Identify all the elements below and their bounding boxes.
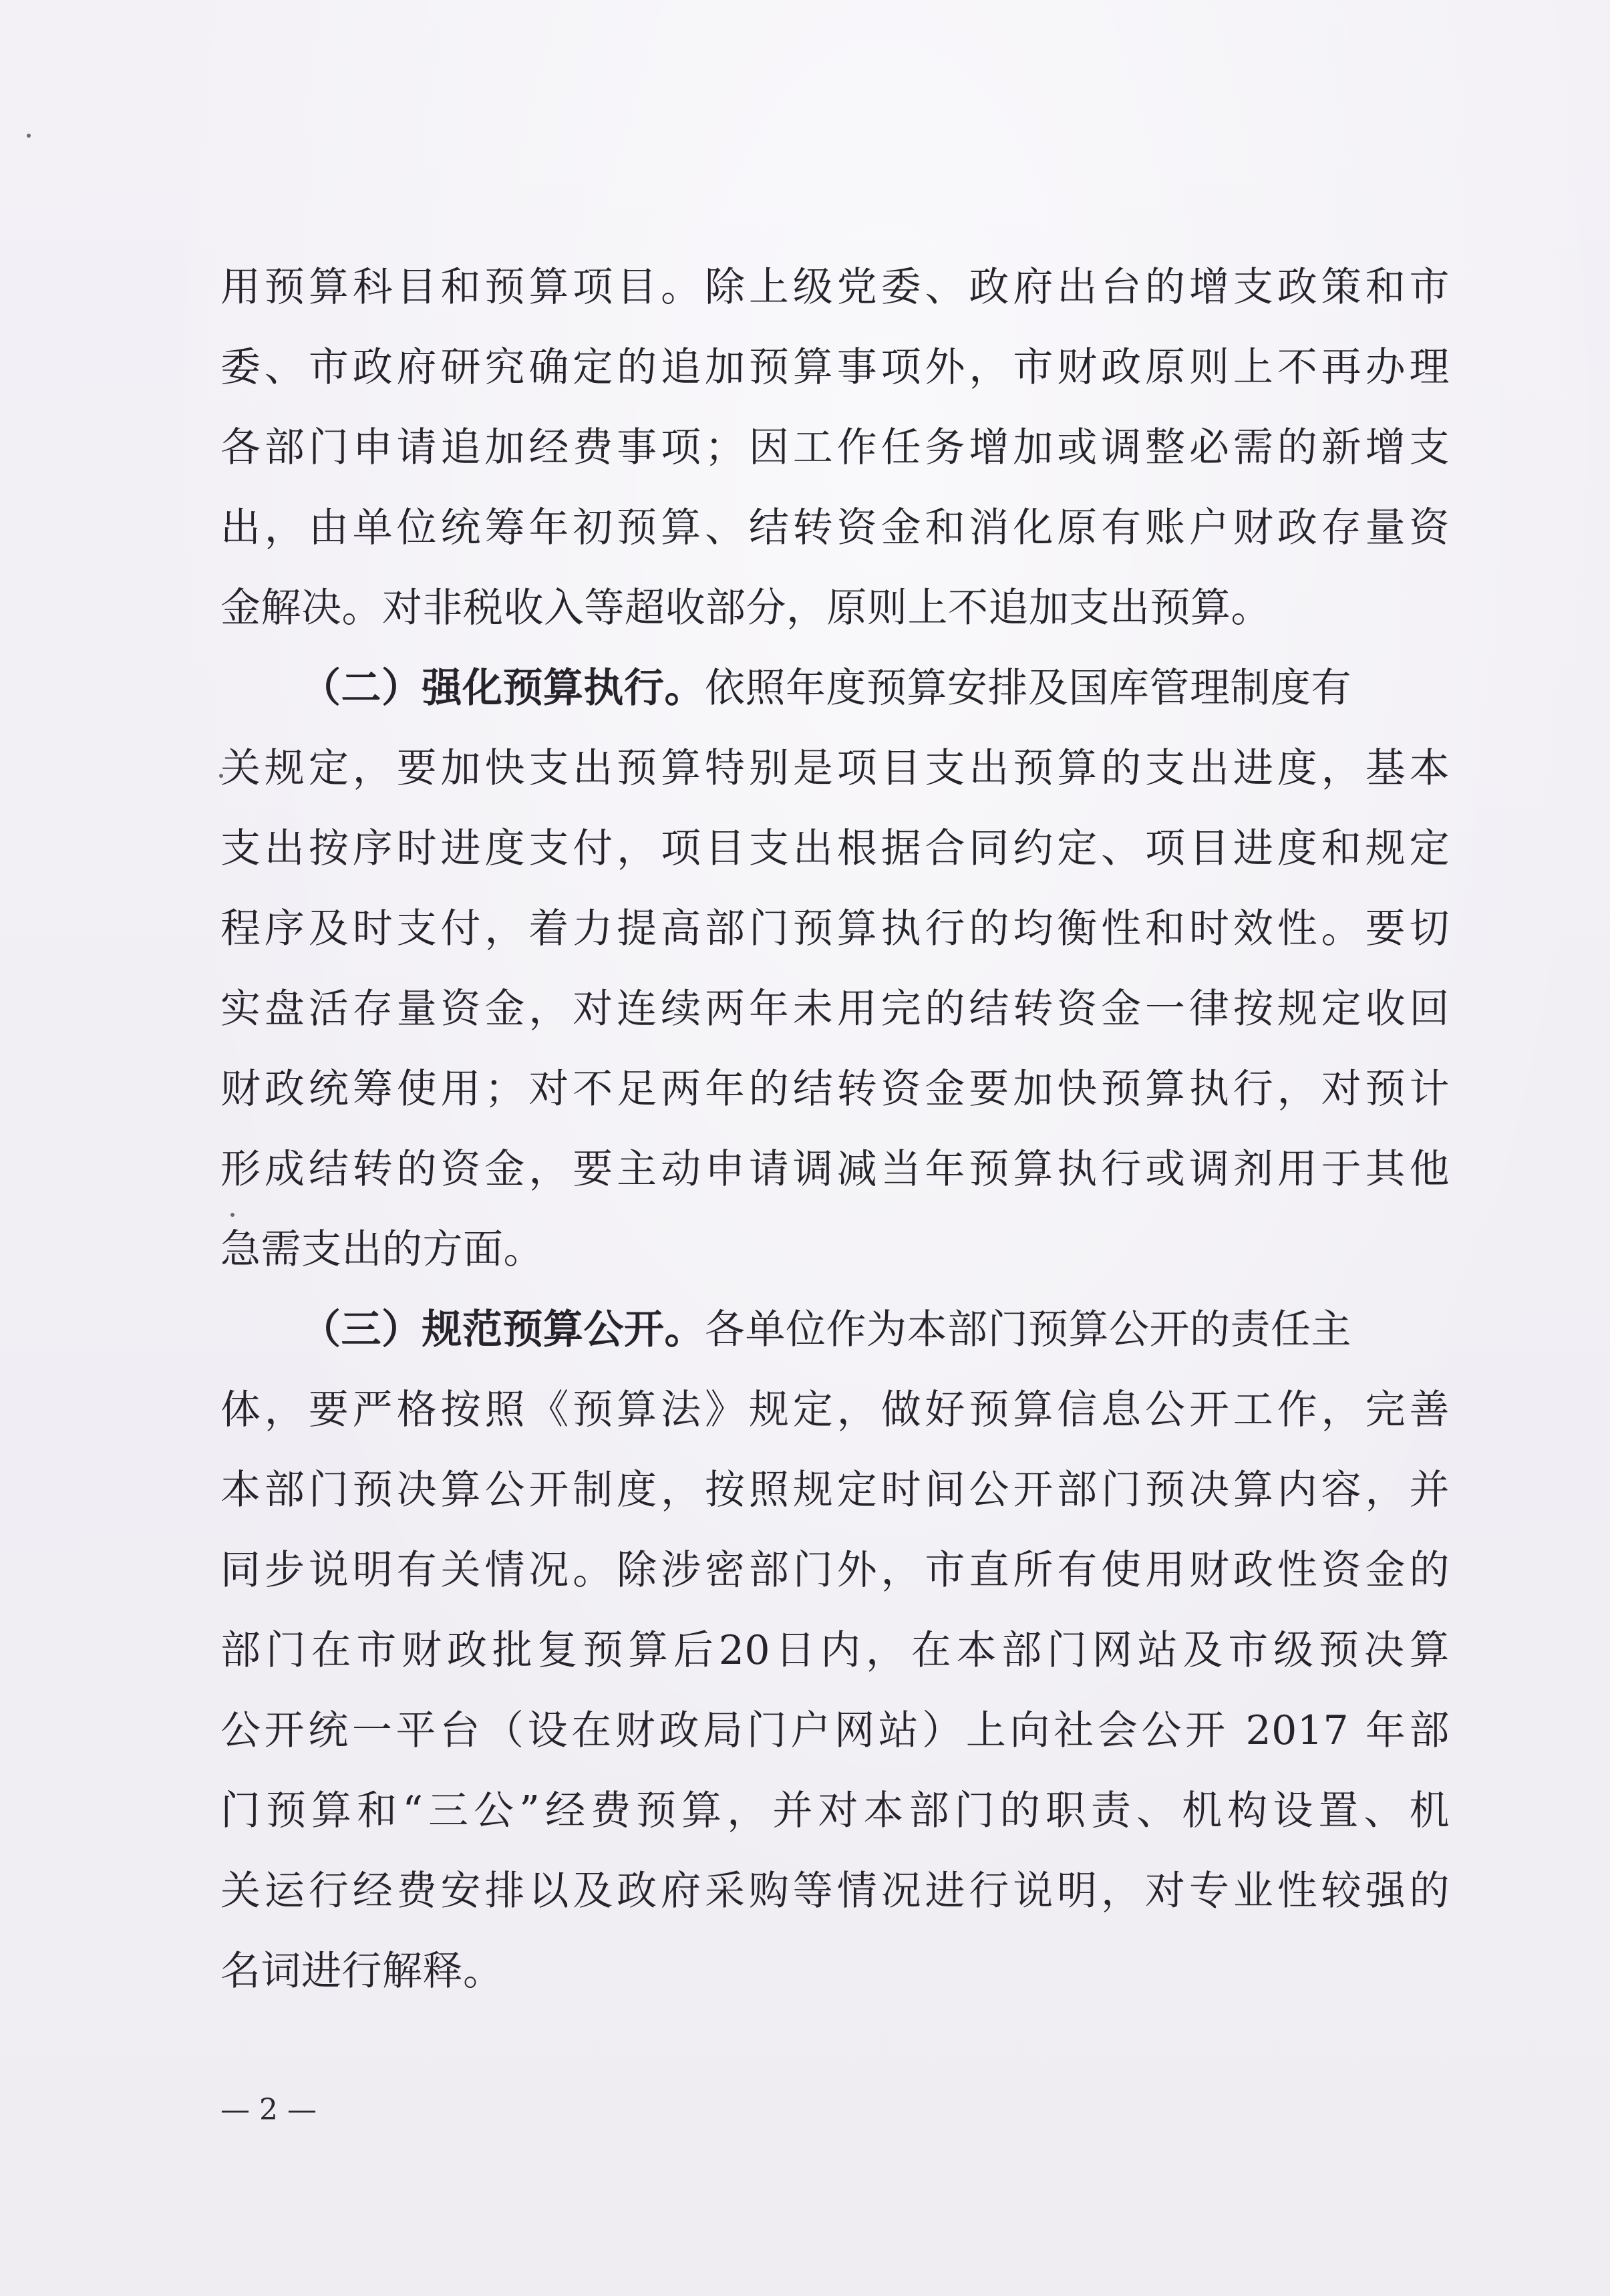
text-line: 公开统一平台（设在财政局门户网站）上向社会公开 2017 年部 (220, 1707, 1450, 1754)
text-line: 委、市政府研究确定的追加预算事项外，市财政原则上不再办理 (220, 344, 1450, 391)
section-strengthen-execution (220, 648, 1450, 1290)
paragraph-continuation (220, 247, 1450, 648)
text-line: 关规定，要加快支出预算特别是项目支出预算的支出进度，基本 (220, 745, 1450, 792)
text-line: 各部门申请追加经费事项；因工作任务增加或调整必需的新增支 (220, 424, 1450, 471)
section-first-line (220, 1290, 1450, 1370)
text-line: 财政统筹使用；对不足两年的结转资金要加快预算执行，对预计 (220, 1066, 1450, 1113)
text-line: 体，要严格按照《预算法》规定，做好预算信息公开工作，完善 (220, 1387, 1450, 1433)
text-line: 同步说明有关情况。除涉密部门外，市直所有使用财政性资金的 (220, 1547, 1450, 1594)
text-line: 关运行经费安排以及政府采购等情况进行说明，对专业性较强的 (220, 1868, 1450, 1914)
text-line: 形成结转的资金，要主动申请调减当年预算执行或调剂用于其他 (220, 1146, 1450, 1193)
text-line: 门预算和“三公”经费预算，并对本部门的职责、机构设置、机 (220, 1787, 1450, 1834)
text-line: 实盘活存量资金，对连续两年未用完的结转资金一律按规定收回 (220, 986, 1450, 1032)
text-line: 部门在市财政批复预算后20日内，在本部门网站及市级预决算 (220, 1627, 1450, 1674)
section-heading: （二）强化预算执行。 (301, 665, 705, 712)
text-line: 本部门预决算公开制度，按照规定时间公开部门预决算内容，并 (220, 1467, 1450, 1514)
scan-speck (27, 134, 31, 138)
text-line: 程序及时支付，着力提高部门预算执行的均衡性和时效性。要切 (220, 905, 1450, 952)
text-line: 急需支出的方面。 (220, 1226, 544, 1273)
text-line: 用预算科目和预算项目。除上级党委、政府出台的增支政策和市 (220, 264, 1450, 311)
section-heading: （三）规范预算公开。 (301, 1306, 705, 1353)
section-text: 依照年度预算安排及国库管理制度有 (705, 665, 1351, 712)
section-first-line (220, 648, 1450, 728)
text-line: 金解决。对非税收入等超收部分，原则上不追加支出预算。 (220, 585, 1271, 631)
text-line: 支出按序时进度支付，项目支出根据合同约定、项目进度和规定 (220, 825, 1450, 872)
section-text: 各单位作为本部门预算公开的责任主 (705, 1306, 1351, 1353)
page-number: — 2 — (220, 2093, 317, 2127)
document-body (220, 247, 1450, 2011)
text-line: 名词进行解释。 (220, 1948, 504, 1995)
section-standardize-disclosure (220, 1290, 1450, 2011)
text-line: 出，由单位统筹年初预算、结转资金和消化原有账户财政存量资 (220, 505, 1450, 551)
